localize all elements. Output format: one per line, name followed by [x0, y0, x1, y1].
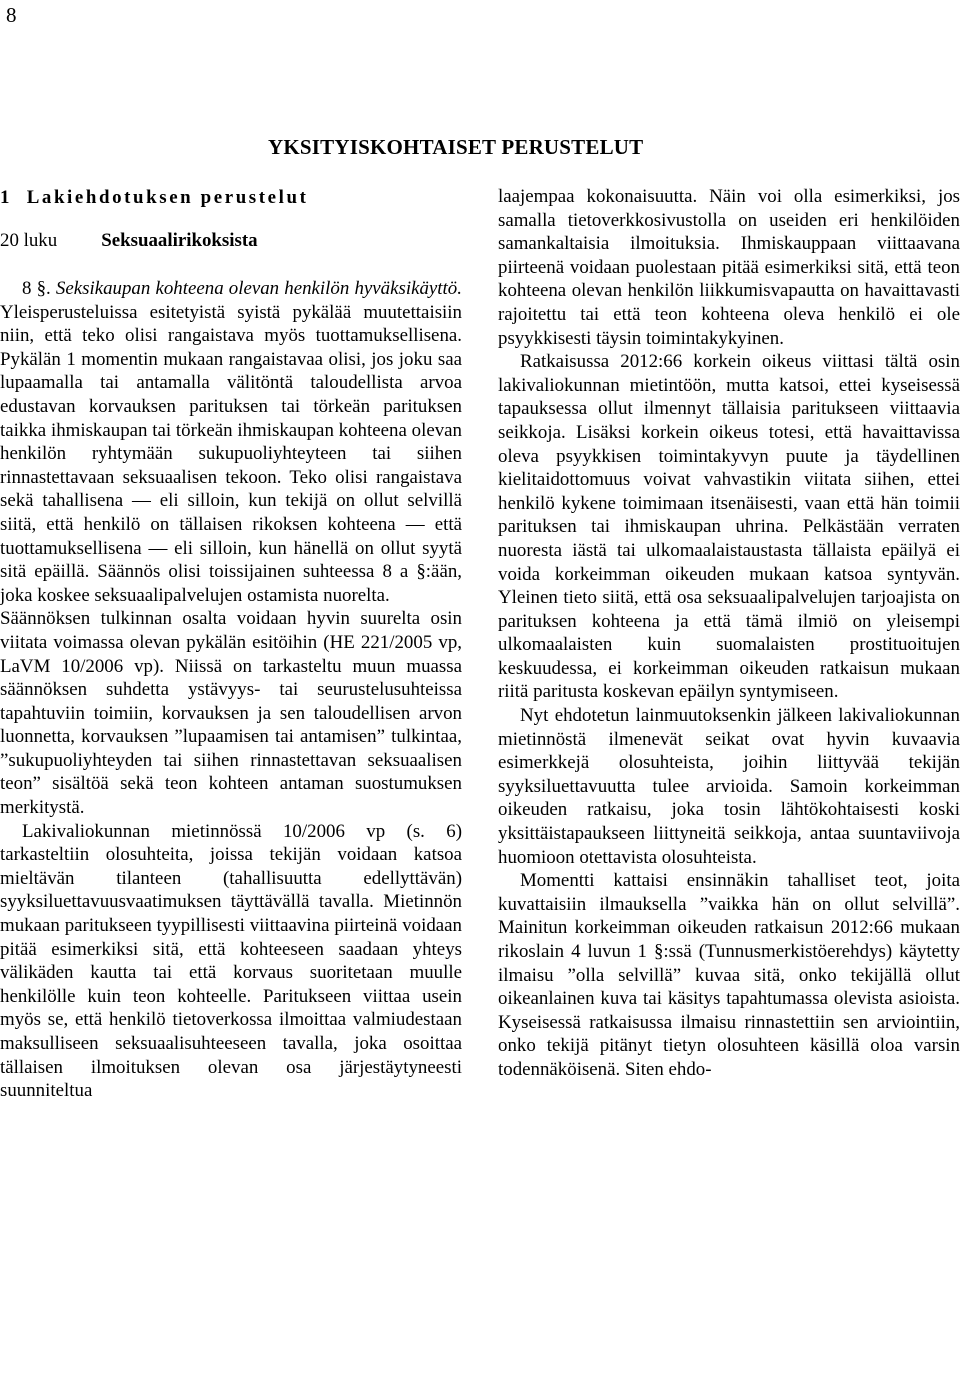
body-paragraph: laajempaa kokonaisuutta. Näin voi olla esimerkiksi, jos samalla tietoverkkosivustolla on useiden eri henkilöiden samankaltaisia ilmoituksia. Ihmiskauppaan viittaavana piirteenä voidaan puolestaan pitää esimerkiksi sitä, että teon kohteena olevan henkilön liikkumisvapautta on havaittavasti rajoitettu tai että teon kohteena oleva henkilö ei ole psyykkisesti täysin toimintakykyinen.	[498, 186, 960, 349]
chapter-title: Seksuaalirikoksista	[101, 230, 258, 251]
right-column	[498, 185, 960, 1082]
section-8-paragraph	[0, 277, 462, 607]
body-paragraph: Nyt ehdotetun lainmuutoksenkin jälkeen lakivaliokunnan mietinnöstä ilmenevät seikat ovat hyvin kuvaavia esimerkkejä olosuhteista, joihin liittyvää tekijän syyksiluettavuutta tulee arvioida. Samoin korkeimman oikeuden ratkaisu, joka tosin lähtökohtaisesti koski yksittäistapaukseen liittyneitä seikkoja, antaa suuntaviivoja huomioon otettavista olosuhteista.	[498, 705, 960, 868]
body-paragraph: Säännöksen tulkinnan osalta voidaan hyvin suurelta osin viitata voimassa olevan pykälän esitöihin (HE 221/2005 vp, LaVM 10/2006 vp). Niissä on tarkasteltu muun muassa säännöksen suhdetta ystävyys- tai seurustelusuhteissa tapahtuviin toimiin, korvauksen ja sen taloudellisen arvon luonnetta, korvauksen ”lupaamisen tai antamisen” tulkintaa, ”sukupuoliyhteyden tai siihen rinnastettavan seksuaalisen teon” sisältöä sekä teon kohteen antaman suostumuksen merkitystä.	[0, 608, 462, 819]
section-number: 1	[0, 187, 13, 208]
chapter-number: 20 luku	[0, 230, 58, 251]
paragraph-body: Yleisperusteluissa esitetyistä syistä pykälää muutettaisiin niin, että teko olisi rangaistava myös tuottamuksellisena. Pykälän 1 momentin mukaan rangaistavaa olisi, jos joku saa lupaamalla tai antamalla välitöntä taloudellista arvoa edustavan korvauksen parituksen tai törkeän parituksen taikka ihmiskaupan tai törkeän ihmiskaupan kohteena olevan henkilön ryhtymään sukupuoliyhteyteen tai siihen rinnastettavaan seksuaalisen tekoon. Teko olisi rangaistava sekä tahallisena — eli silloin, kun tekijä on ollut selvillä siitä, että henkilö on tällaisen rikoksen kohteena — että tuottamuksellisena — eli silloin, kun hänellä on ollut syytä sitä epäillä. Säännös olisi toissijainen suhteessa 8 a §:ään, joka koskee seksuaalipalvelujen ostamista nuorelta.	[0, 301, 462, 606]
section-title: Lakiehdotuksen perustelut	[26, 187, 309, 208]
page-number: 8	[6, 3, 17, 27]
page-heading: YKSITYISKOHTAISET PERUSTELUT	[268, 135, 644, 159]
body-paragraph: Lakivaliokunnan mietinnössä 10/2006 vp (s. 6) tarkasteltiin olosuhteita, joissa tekijän voidaan katsoa mieltävän tilanteen (tahallisuutta edellyttävän) syyksiluettavuusvaatimuksen täyttävällä tavalla. Mietinnön mukaan paritukseen tyypillisesti viittaavina piirteinä voidaan pitää esimerkiksi sitä, että kohteeseen saadaan yhteys välikäden kautta tai että korvaus suoritetaan muulle henkilölle kuin teon kohteelle. Paritukseen viittaa usein myös se, että henkilö tietoverkossa ilmoittaa valmiudestaan maksulliseen seksuaalisuhteeseen tavalla, joka osoittaa tällaisen ilmoituksen olevan osa järjestäytyneesti suunniteltua	[0, 820, 462, 1102]
paragraph-title: Seksikaupan kohteena olevan henkilön hyväksikäyttö.	[55, 278, 462, 299]
chapter-heading	[0, 228, 462, 253]
left-column	[0, 185, 462, 1103]
body-paragraph: Ratkaisussa 2012:66 korkein oikeus viittasi tältä osin lakivaliokunnan mietintöön, mutta katsoi, ettei kyseisessä tapauksessa ollut ilmennyt tällaisia paritukseen viittaavia seikkoja. Lisäksi korkein oikeus totesi, että havaittavissa oleva psyykkisen toimintakyvyn puute ja täydellinen kielitaidottomuus voivat vahvastikin viitata siihen, ettei henkilö kykene toimimaan itsenäisesti, vaan että hän toimii parituksen tai ihmiskaupan uhrina. Pelkästään verraten nuoresta iästä tai ulkomaalaistaustasta tällaista epäilyä ei voida korkeimman oikeuden mukaan katsoa syntyvän. Yleinen tieto siitä, että osa seksuaalipalvelujen tarjoajista on parituksen kohteena ja että tämä ilmiö on yleisempi ulkomaalaisten kuin suomalaisten prostituoitujen keskuudessa, ei korkeimman oikeuden ratkaisun mukaan riitä paritusta koskevan epäilyn syntymiseen.	[498, 351, 960, 703]
paragraph-number: 8 §.	[22, 278, 51, 299]
body-paragraph: Momentti kattaisi ensinnäkin tahalliset teot, joita kuvattaisiin ilmauksella ”vaikka hän on ollut selvillä”. Mainitun korkeimman oikeuden ratkaisun 2012:66 mukaan rikoslain 4 luvun 1 §:ssä (Tunnusmerkistöerehdys) käytetty ilmaisu ”olla selvillä” kuvaa sitä, onko tekijällä ollut oikeanlainen kuva tai käsitys tapahtumassa olevista asioista. Kyseisessä ratkaisussa ilmaisu rinnastettiin sen arviointiin, onko tekijä pitänyt tietyn olosuhteen käsillä oloa varsin todennäköisenä. Siten ehdo-	[498, 870, 960, 1080]
section-heading	[0, 185, 462, 210]
